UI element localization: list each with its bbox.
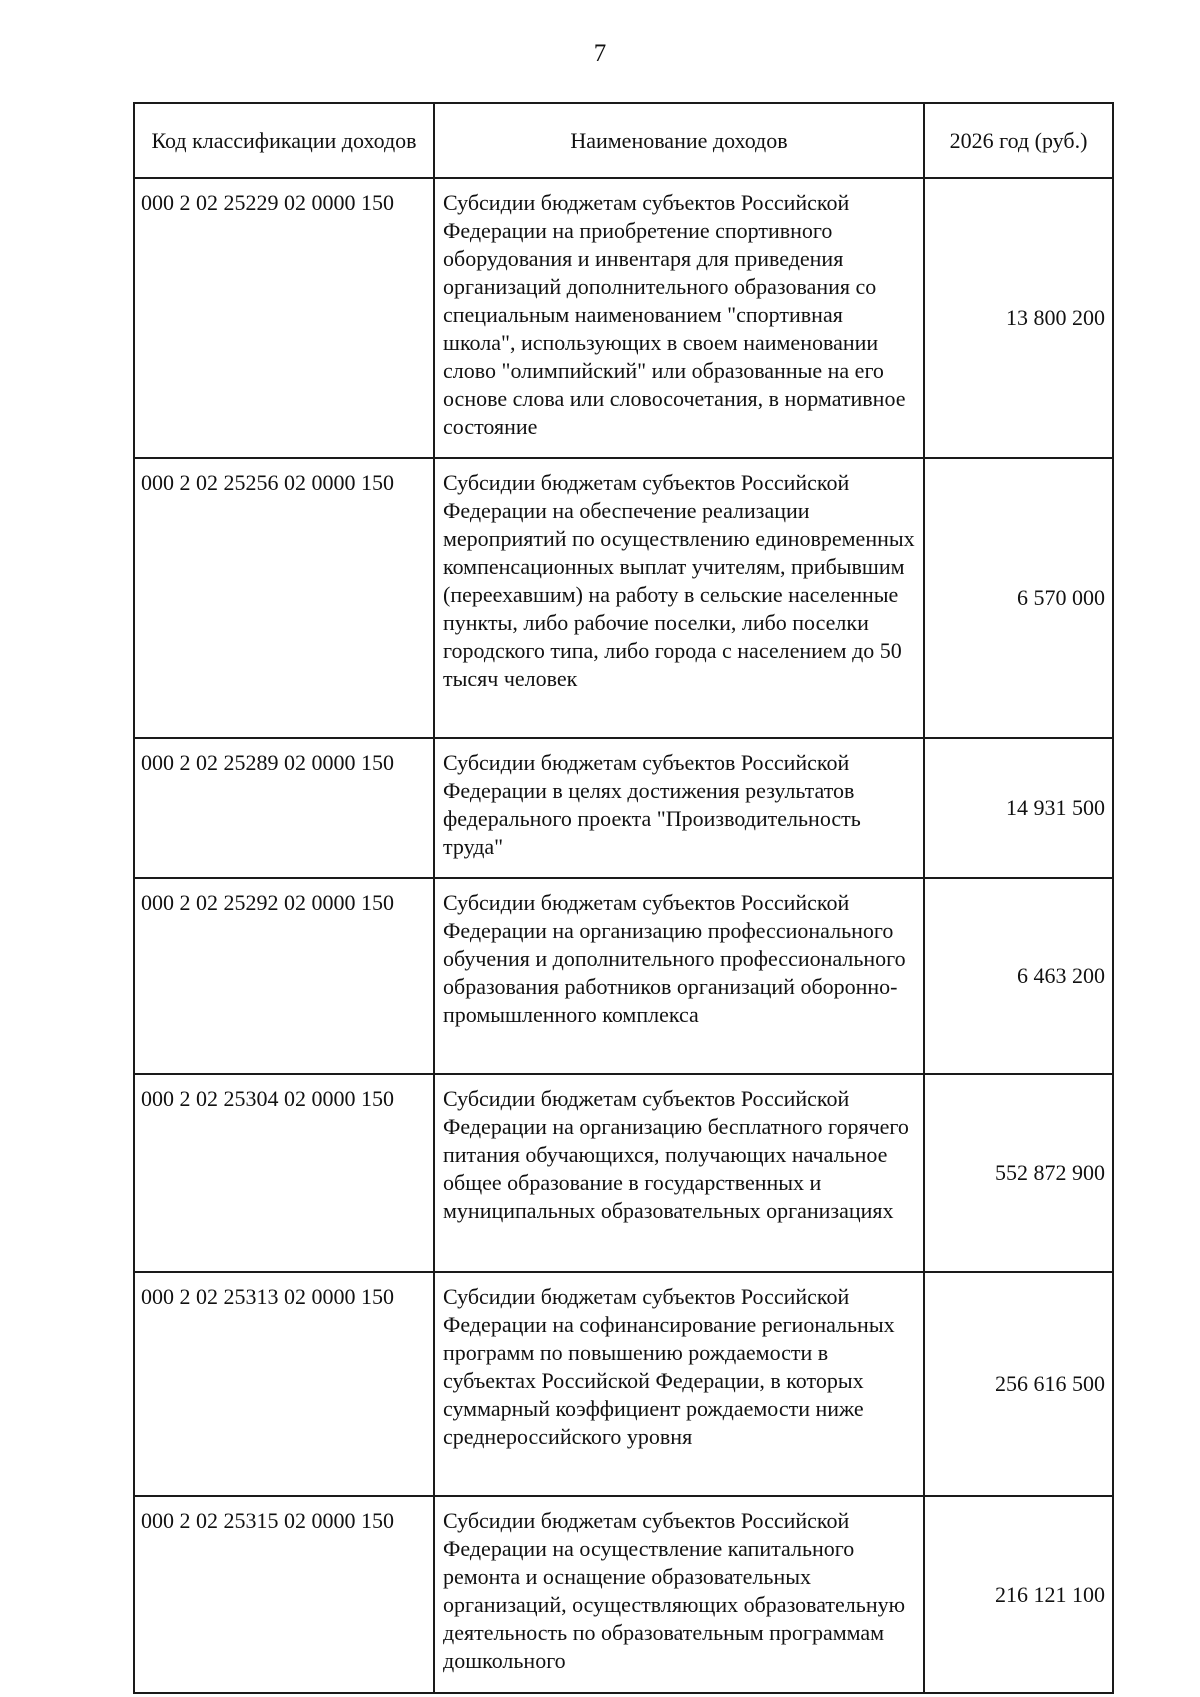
table-row [134, 458, 1113, 738]
table-row [134, 1074, 1113, 1272]
header-amount: 2026 год (руб.) [924, 103, 1113, 178]
cell-code: 000 2 02 25304 02 0000 150 [134, 1074, 434, 1272]
cell-code: 000 2 02 25289 02 0000 150 [134, 738, 434, 878]
cell-code: 000 2 02 25256 02 0000 150 [134, 458, 434, 738]
cell-amount: 6 570 000 [924, 458, 1113, 738]
cell-amount: 6 463 200 [924, 878, 1113, 1074]
header-code: Код классификации доходов [134, 103, 434, 178]
table-row [134, 1272, 1113, 1496]
cell-name: Субсидии бюджетам субъектов Российской Федерации в целях достижения результатов федерального проекта "Производительность труда" [434, 738, 924, 878]
table-header [134, 103, 1113, 178]
cell-amount: 13 800 200 [924, 178, 1113, 458]
cell-name: Субсидии бюджетам субъектов Российской Федерации на приобретение спортивного оборудования и инвентаря для приведения организаций дополнительного образования со специальным наименованием "спортивная школа", использующих в своем наименовании слово "олимпийский" или образованные на его основе слова или словосочетания, в нормативное состояние [434, 178, 924, 458]
table-row [134, 1496, 1113, 1693]
cell-amount: 216 121 100 [924, 1496, 1113, 1693]
table-body [134, 178, 1113, 1693]
header-name: Наименование доходов [434, 103, 924, 178]
cell-name: Субсидии бюджетам субъектов Российской Федерации на организацию профессионального обучения и дополнительного профессионального образования работников организаций оборонно-промышленного комплекса [434, 878, 924, 1074]
header-row [134, 103, 1113, 178]
revenue-table [133, 102, 1114, 1694]
cell-code: 000 2 02 25292 02 0000 150 [134, 878, 434, 1074]
table-row [134, 878, 1113, 1074]
table-row [134, 178, 1113, 458]
table-row [134, 738, 1113, 878]
cell-name: Субсидии бюджетам субъектов Российской Федерации на обеспечение реализации мероприятий по осуществлению единовременных компенсационных выплат учителям, прибывшим (переехавшим) на работу в сельские населенные пункты, либо рабочие поселки, либо поселки городского типа, либо города с населением до 50 тысяч человек [434, 458, 924, 738]
cell-name: Субсидии бюджетам субъектов Российской Федерации на софинансирование региональных программ по повышению рождаемости в субъектах Российской Федерации, в которых суммарный коэффициент рождаемости ниже среднероссийского уровня [434, 1272, 924, 1496]
cell-code: 000 2 02 25229 02 0000 150 [134, 178, 434, 458]
page-number: 7 [593, 40, 607, 67]
cell-name: Субсидии бюджетам субъектов Российской Федерации на осуществление капитального ремонта и оснащение образовательных организаций, осуществляющих образовательную деятельность по образовательным программам дошкольного [434, 1496, 924, 1693]
cell-name: Субсидии бюджетам субъектов Российской Федерации на организацию бесплатного горячего питания обучающихся, получающих начальное общее образование в государственных и муниципальных образовательных организациях [434, 1074, 924, 1272]
cell-amount: 14 931 500 [924, 738, 1113, 878]
cell-code: 000 2 02 25315 02 0000 150 [134, 1496, 434, 1693]
cell-code: 000 2 02 25313 02 0000 150 [134, 1272, 434, 1496]
cell-amount: 552 872 900 [924, 1074, 1113, 1272]
cell-amount: 256 616 500 [924, 1272, 1113, 1496]
